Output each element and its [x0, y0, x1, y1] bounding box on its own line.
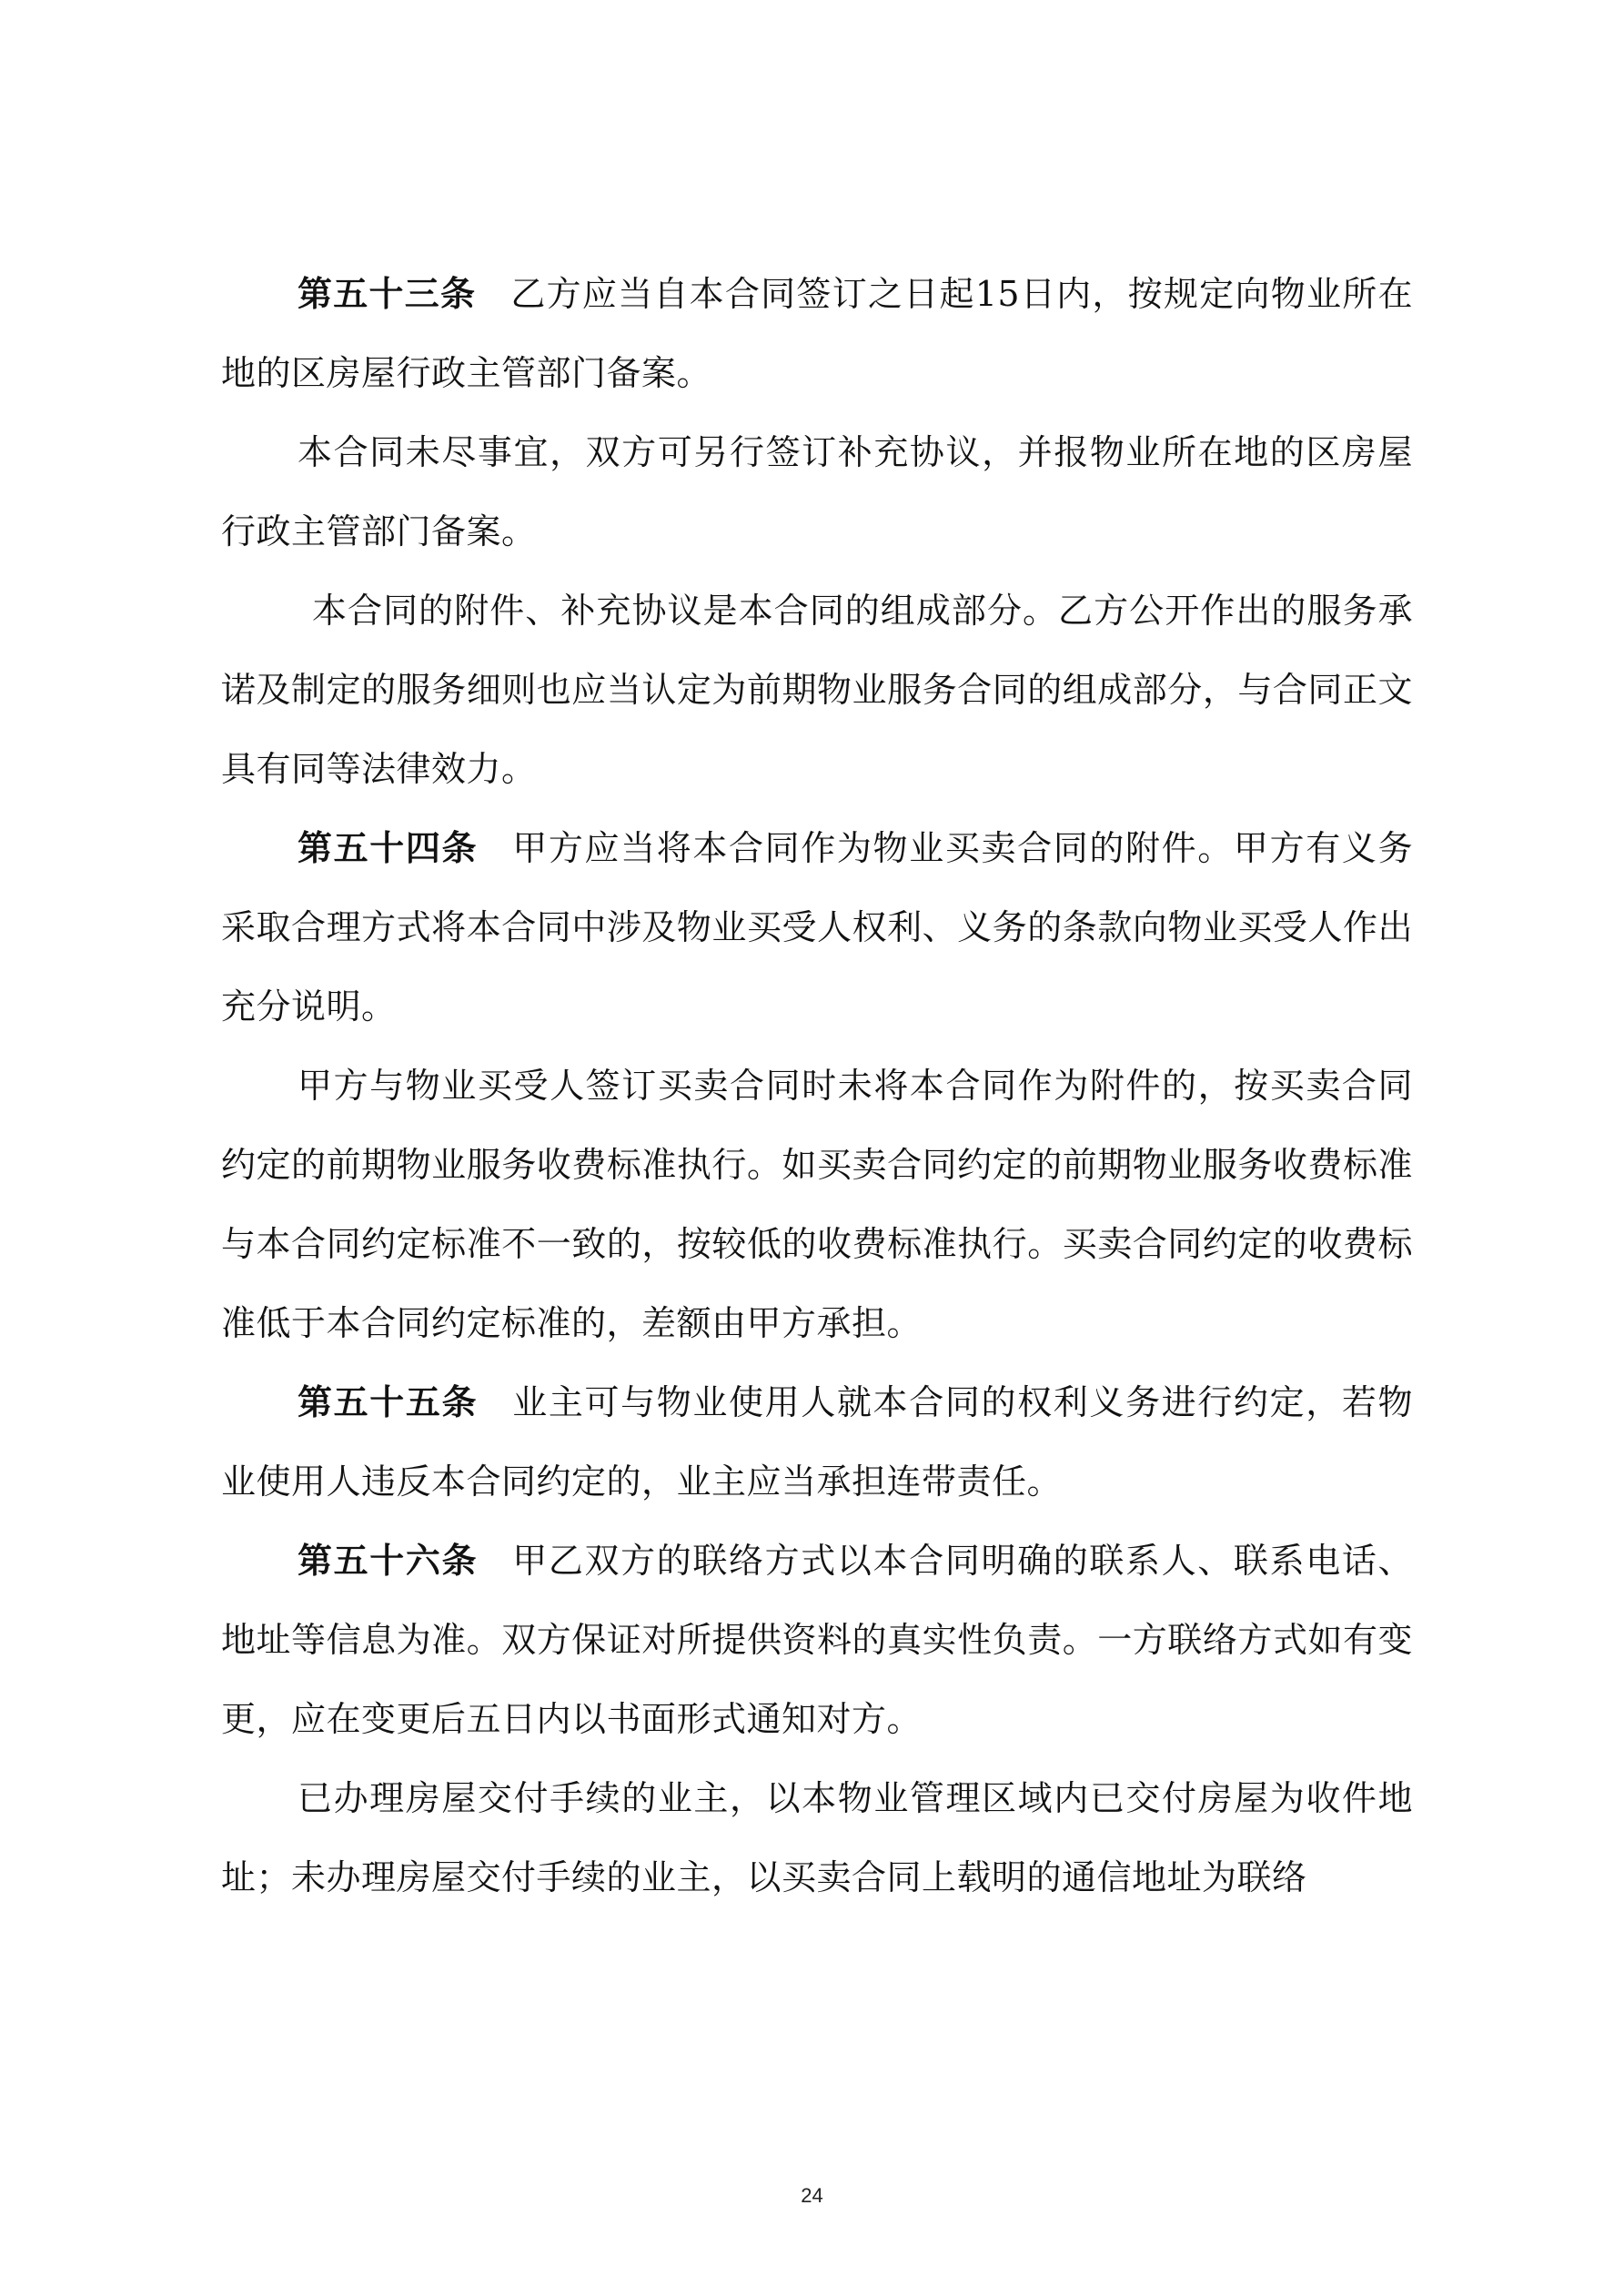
paragraph	[221, 571, 1413, 809]
article-heading: 第五十四条	[298, 828, 479, 868]
article-heading: 第五十五条	[298, 1382, 479, 1422]
paragraph-text: 甲乙双方的联络方式以本合同明确的联系人、联系电话、地址等信息为准。双方保证对所提供资料的真实性负责。一方联络方式如有变更，应在变更后五日内以书面形式通知对方。	[221, 1541, 1413, 1739]
paragraph-article-53	[221, 255, 1413, 413]
document-body	[221, 255, 1413, 1917]
page-number: 24	[801, 2184, 823, 2207]
paragraph-article-54	[221, 809, 1413, 1047]
paragraph	[221, 1047, 1413, 1363]
paragraph	[221, 1759, 1413, 1917]
paragraph-text: 甲方应当将本合同作为物业买卖合同的附件。甲方有义务采取合理方式将本合同中涉及物业买受人权利、义务的条款向物业买受人作出充分说明。	[221, 828, 1413, 1027]
paragraph-text: 已办理房屋交付手续的业主，以本物业管理区域内已交付房屋为收件地址；未办理房屋交付手续的业主，以买卖合同上载明的通信地址为联络	[221, 1778, 1413, 1897]
paragraph-text: 业主可与物业使用人就本合同的权利义务进行约定，若物业使用人违反本合同约定的，业主应当承担连带责任。	[221, 1382, 1413, 1502]
paragraph-text: 乙方应当自本合同签订之日起15日内，按规定向物业所在地的区房屋行政主管部门备案。	[221, 274, 1413, 393]
paragraph	[221, 413, 1413, 571]
article-heading: 第五十六条	[298, 1541, 479, 1581]
paragraph-text: 甲方与物业买受人签订买卖合同时未将本合同作为附件的，按买卖合同约定的前期物业服务收费标准执行。如买卖合同约定的前期物业服务收费标准与本合同约定标准不一致的，按较低的收费标准执行。买卖合同约定的收费标准低于本合同约定标准的，差额由甲方承担。	[221, 1066, 1413, 1343]
paragraph-article-55	[221, 1363, 1413, 1522]
article-heading: 第五十三条	[298, 274, 477, 314]
paragraph-text: 本合同未尽事宜，双方可另行签订补充协议，并报物业所在地的区房屋行政主管部门备案。	[221, 432, 1413, 551]
paragraph-article-56	[221, 1522, 1413, 1759]
paragraph-text: 本合同的附件、补充协议是本合同的组成部分。乙方公开作出的服务承诺及制定的服务细则也应当认定为前期物业服务合同的组成部分，与合同正文具有同等法律效力。	[221, 591, 1413, 789]
